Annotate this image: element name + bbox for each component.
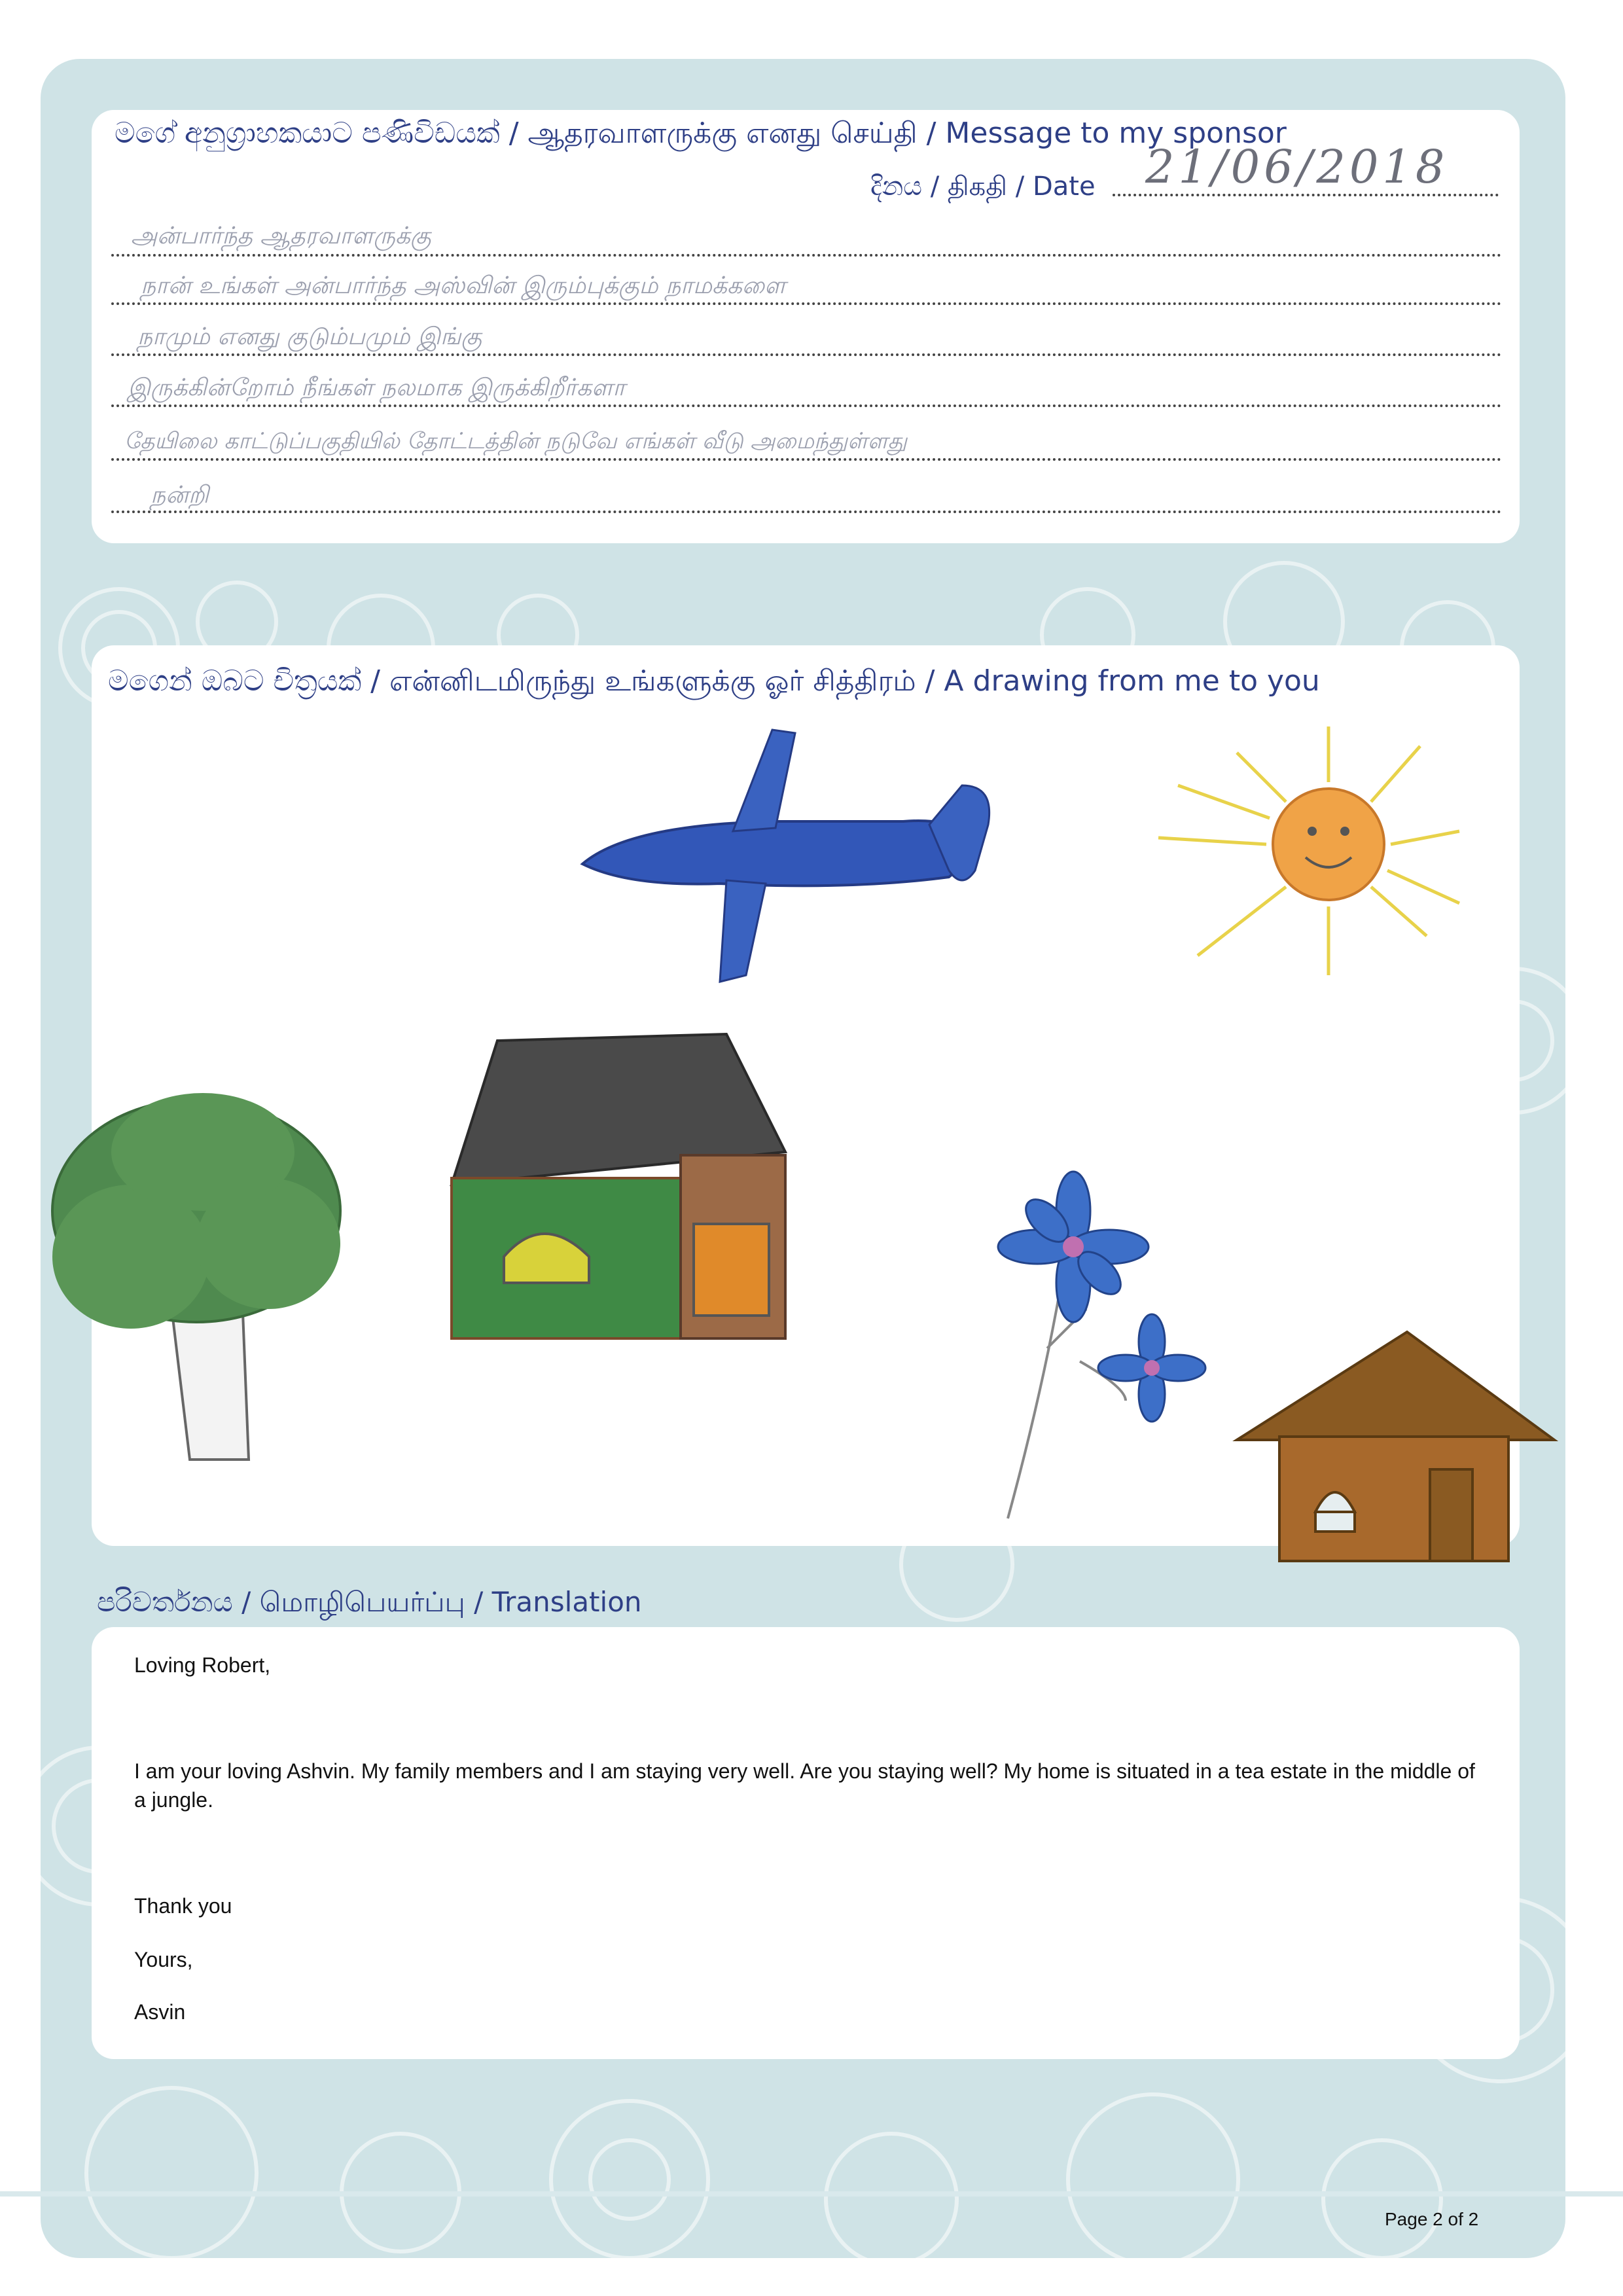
hut-illustration (1237, 1332, 1554, 1561)
handwritten-line-3: நாமும் எனது குடும்பமும் இங்கு (137, 323, 482, 350)
translation-body: I am your loving Ashvin. My family members and I am staying very well. Are you staying well? My home is situated in a tea estate in the middle of a jungle. (134, 1759, 1475, 1812)
handwritten-line-6: நன்றி (151, 482, 209, 509)
tree-drawing (52, 1093, 340, 1460)
handwritten-line-1: அன்பார்ந்த ஆதரவாளருக்கு (131, 223, 431, 249)
translation-thanks: Thank you (134, 1894, 232, 1918)
footer-strip (0, 2191, 1623, 2197)
house-drawing (452, 1034, 785, 1338)
translation-signature: Asvin (134, 2000, 186, 2024)
translation-header: පරිවර්තනය / மொழிபெயர்ப்பு / Translation (97, 1586, 642, 1618)
date-label: දිනය / திகதி / Date (870, 171, 1096, 202)
translation-greeting: Loving Robert, (134, 1653, 271, 1677)
drawing-header: මගෙන් ඔබට චිත්‍රයක් / என்னிடமிருந்து உங்களுக்கு ஓர் சித்திரம் / A drawing from me to you (108, 664, 1320, 698)
handwritten-line-5: தேயிலை காட்டுப்பகுதியில் தோட்டத்தின் நடுவே எங்கள் வீடு அமைந்துள்ளது (124, 428, 908, 454)
handwritten-line-4: இருக்கின்றோம் நீங்கள் நலமாக இருக்கிறீர்களா (128, 374, 626, 401)
airplane-drawing (582, 730, 990, 982)
translation-closing: Yours, (134, 1948, 193, 1971)
handwritten-line-2: நான் உங்கள் அன்பார்ந்த அஸ்வின் இரும்புக்கும் நாமக்களை (141, 272, 786, 299)
flower-drawing (998, 1172, 1205, 1518)
page-number: Page 2 of 2 (1385, 2209, 1479, 2229)
message-header: මගේ අනුග්‍රාහකයාට පණිවිඩයක් / ஆதரவாளருக்கு எனது செய்தி / Message to my sponsor (115, 117, 1287, 150)
date-value: 21/06/2018 (1145, 140, 1449, 194)
sun-drawing (1158, 726, 1459, 975)
